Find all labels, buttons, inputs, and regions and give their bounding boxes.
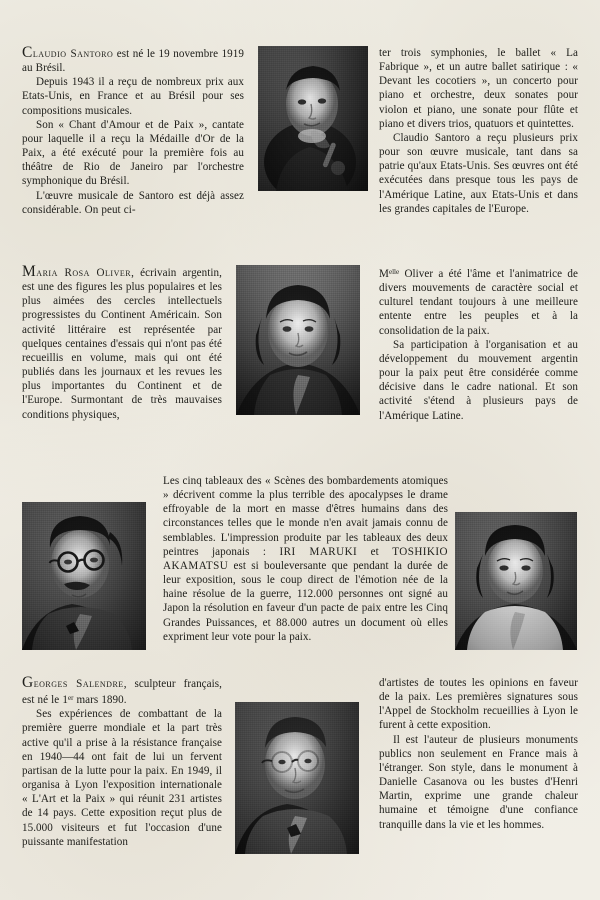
oliver-right-paragraph-2: Sa participation à l'organisation et au développement du mouvement argentin pour la paix peut être considérée comme décisive dans le cadre national. Et son activité s'étend à plusieurs pays de l'Amérique Latine. bbox=[379, 338, 578, 422]
section-maria-rosa-oliver bbox=[0, 255, 600, 470]
painter-name-iri-maruki: IRI MARUKI bbox=[279, 545, 358, 558]
oliver-opening-paragraph bbox=[22, 265, 222, 422]
maruki-center-column bbox=[163, 474, 448, 644]
santoro-right-paragraph-1: ter trois symphonies, le ballet « La Fabrique », et un autre ballet satirique : « Devant les cocotiers », un concerto pour piano et orchestre, deux sonates pour violon et piano, une sonate pour flûte et piano et divers trios, quatuors et quintettes. bbox=[379, 47, 578, 130]
santoro-paragraph-3: Son « Chant d'Amour et de Paix », cantate pour laquelle il a reçu la Médaille d'Or de la Paix, a été exécuté pour la première fois au théâtre de Rio de Janeiro par l'orchestre symphonique du Brésil. bbox=[22, 118, 244, 188]
santoro-right-paragraph-2: Claudio Santoro a reçu plusieurs prix pour son œuvre musicale, tant dans sa patrie qu'aux Etats-Unis. Ses œuvres ont été exécutées dans presque tous les pays de l'Amérique Latine, aux Etats-Unis et dans les grandes capitales de l'Europe. bbox=[379, 131, 579, 215]
portrait-georges-salendre bbox=[235, 702, 359, 854]
portrait-toshikio-akamatsu bbox=[455, 512, 577, 650]
salendre-right-paragraph-1: d'artistes de toutes les opinions en faveur de la paix. Les premières signatures sous l'Appel de Stockholm recueillies à Lyon le furent à cette exposition. bbox=[379, 677, 578, 732]
maruki-paragraph-part-1: Les cinq tableaux des « Scènes des bombardements atomiques » décrivent comme la plus terrible des apocalypses le drame effroyable de la mort en masse d'êtres humains dans des circonstances telles que le monde n'en avait jamais connu de semblables. L'impression produite par les tableaux des deux peintres japonais : bbox=[163, 475, 448, 558]
salendre-ordinal-superscript: er bbox=[67, 694, 74, 703]
oliver-right-column bbox=[379, 265, 578, 423]
santoro-name: Claudio Santoro bbox=[22, 44, 114, 61]
salendre-left-column bbox=[22, 676, 222, 849]
painter-name-toshikio-akamatsu: TOSHIKIO AKAMATSU bbox=[163, 545, 448, 572]
maruki-conjunction: et bbox=[357, 545, 393, 558]
santoro-paragraph-2: Depuis 1943 il a reçu de nombreux prix aux Etats-Unis, en France et au Brésil pour ses compositions musicales. bbox=[22, 76, 244, 117]
section-georges-salendre bbox=[0, 670, 600, 900]
maruki-paragraph bbox=[163, 474, 448, 644]
portrait-maria-rosa-oliver bbox=[236, 265, 360, 415]
portrait-iri-maruki-image bbox=[22, 502, 146, 650]
portrait-maria-rosa-oliver-image bbox=[236, 265, 360, 415]
portrait-claudio-santoro bbox=[258, 46, 368, 191]
portrait-iri-maruki bbox=[22, 502, 146, 650]
portrait-georges-salendre-image bbox=[235, 702, 359, 854]
salendre-paragraph-2: Ses expériences de combattant de la première guerre mondiale et la part très active qu'il a prise à la résistance française en 1940—44 ont fait de lui un fervent partisan de la lutte pour la paix. En 1949, il organisa à Lyon l'exposition internationale « L'Art et la Paix » qui réunit 231 artistes de 14 pays. Cette exposition reçut plus de 15.000 visiteurs et fut l'occasion d'une puissante manifestation bbox=[22, 708, 222, 848]
santoro-left-column bbox=[22, 46, 244, 217]
portrait-toshikio-akamatsu-image bbox=[455, 512, 577, 650]
oliver-name: Maria Rosa Oliver bbox=[22, 263, 132, 280]
salendre-opening-tail-b: mars 1890. bbox=[73, 694, 127, 707]
santoro-opening-paragraph bbox=[22, 46, 244, 75]
maruki-paragraph-part-3: est si bouleversante que pendant la durée de leur exposition, sous le coup direct de l'émotion née de la haine résolue de la guerre, 112.000 personnes ont signé au Japon la résolution en faveur d'un pacte de paix entre les Cinq Grandes Puissances, et 88.000 autres un document où elles expriment leur vote pour la paix. bbox=[163, 559, 448, 643]
santoro-paragraph-4: L'œuvre musicale de Santoro est déjà assez considérable. On peut ci- bbox=[22, 189, 244, 216]
salendre-opening-paragraph bbox=[22, 676, 222, 707]
oliver-right-paragraph-1-text: Oliver a été l'âme et l'animatrice de divers mouvements de caractère social et culturel tendant toujours à une meilleure entente entre les peuples et à la consolidation de la paix. bbox=[379, 267, 578, 337]
oliver-mademoiselle-abbrev: M bbox=[379, 267, 389, 280]
oliver-opening-tail: , écrivain argentin, est une des figures les plus populaires et les plus aimées des cercles intellectuels progressistes du Continent Américain. Son activité littéraire est représentée par quelques centaines d'essais qui n'ont pas été recueillis en volume, mais qui ont été publiés dans les journaux et les revues les plus importantes du Continent et de l'Europe. Surmontant de très mauvaises conditions physiques, bbox=[22, 267, 222, 421]
salendre-name: Georges Salendre bbox=[22, 674, 124, 691]
santoro-opening-tail: est né le 19 novembre 1919 au Brésil. bbox=[22, 48, 244, 75]
section-maruki-akamatsu bbox=[0, 470, 600, 670]
salendre-right-column bbox=[379, 676, 578, 832]
portrait-claudio-santoro-image bbox=[258, 46, 368, 191]
salendre-opening-tail-a: , sculpteur français, est né le 1 bbox=[22, 678, 222, 707]
section-claudio-santoro bbox=[0, 0, 600, 250]
santoro-right-column bbox=[379, 46, 578, 216]
oliver-left-column bbox=[22, 265, 222, 422]
salendre-right-paragraph-2: Il est l'auteur de plusieurs monuments publics non seulement en France mais à l'étranger. Son style, dans le monument à Danielle Casanova ou les bustes d'Henri Martin, exprime une grande chaleur humaine et témoigne d'une confiance tranquille dans la vie et les hommes. bbox=[379, 733, 578, 831]
oliver-right-paragraph-1 bbox=[379, 265, 578, 338]
oliver-mademoiselle-superscript: elle bbox=[388, 268, 400, 276]
